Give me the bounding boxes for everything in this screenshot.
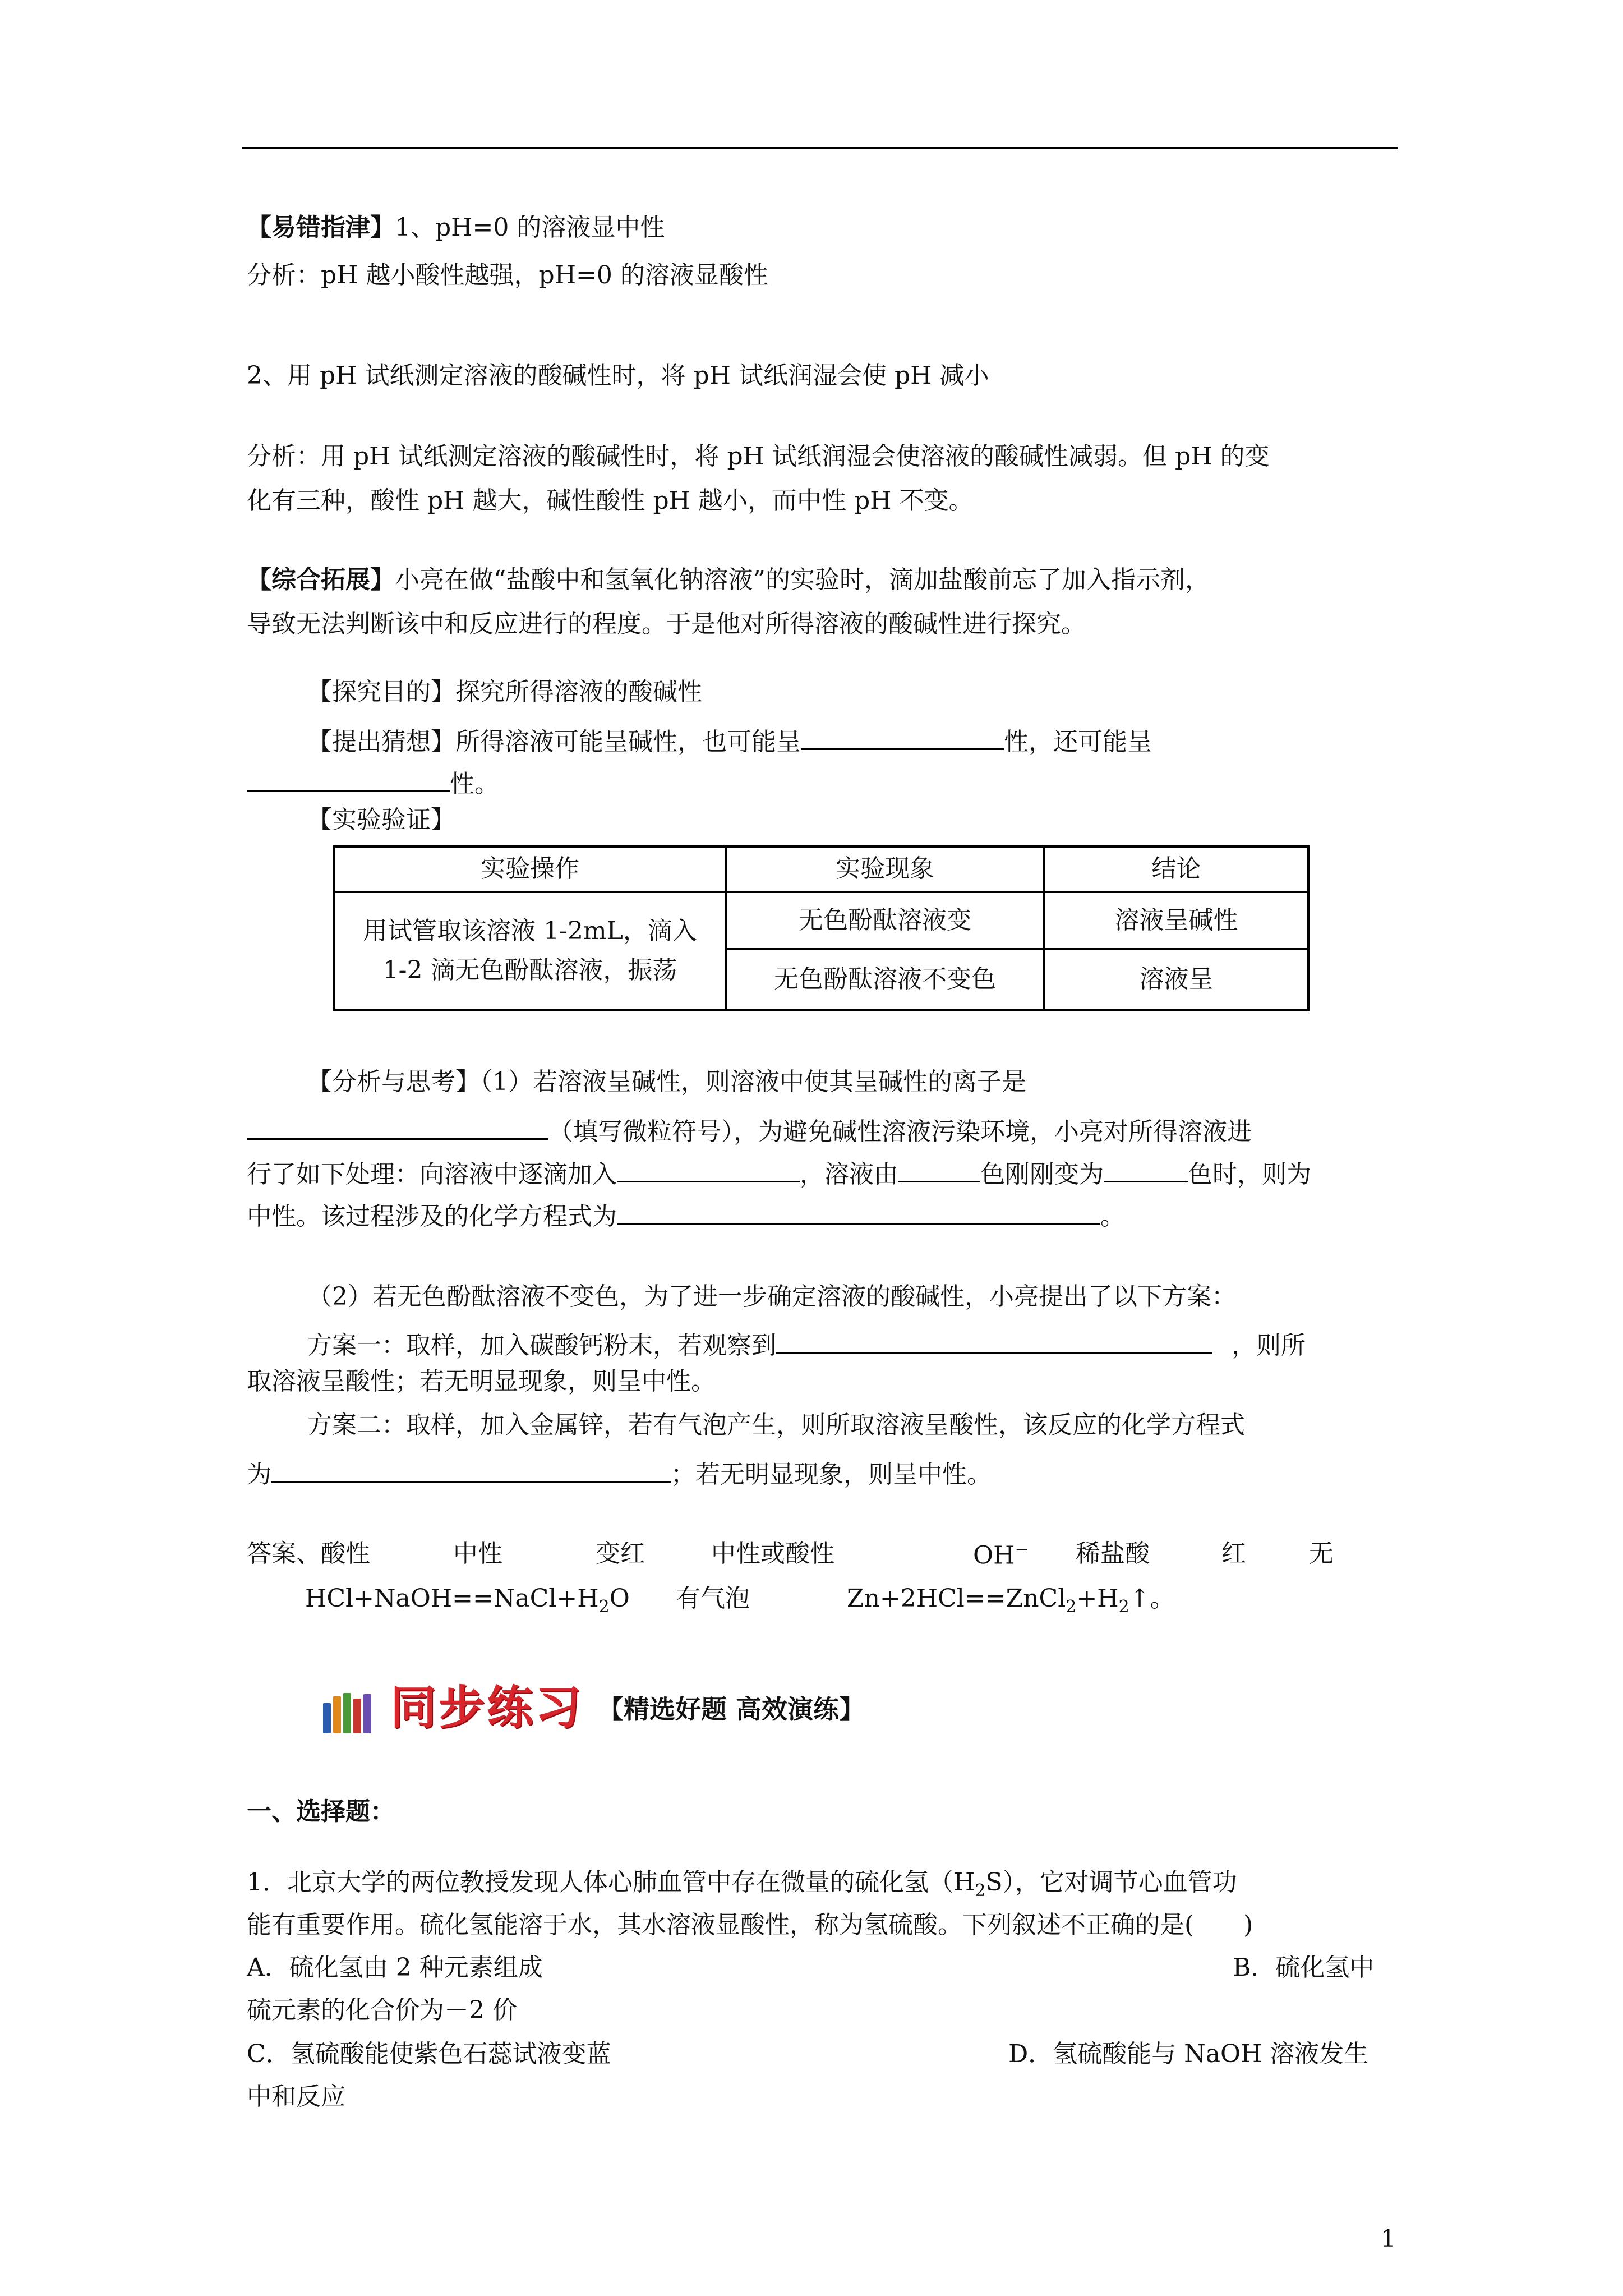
answer-equation-1 xyxy=(305,1586,630,1616)
eq2-sub1: 2 xyxy=(1066,1596,1077,1617)
option-c[interactable]: C．氢硫酸能使紫色石蕊试液变蓝 xyxy=(247,2040,611,2068)
operation-line2: 1-2 滴无色酚酞溶液，振荡 xyxy=(382,956,677,984)
equation-blank-1[interactable] xyxy=(617,1198,1100,1225)
row2-conclusion: 溶液呈 xyxy=(1044,949,1308,1010)
mistake-analysis2-line2: 化有三种，酸性 pH 越大，碱性酸性 pH 越小，而中性 pH 不变。 xyxy=(247,486,974,515)
analysis-line4 xyxy=(247,1198,1125,1229)
operation-line1: 用试管取该溶液 1-2mL，滴入 xyxy=(363,916,697,945)
plan1-blank[interactable] xyxy=(776,1327,1212,1354)
banner-subtitle: 【精选好题 高效演练】 xyxy=(598,1694,865,1724)
analysis-text4a: 中性。该过程涉及的化学方程式为 xyxy=(247,1202,617,1231)
books-icon xyxy=(323,1690,379,1733)
analysis-line1: 【分析与思考】（1）若溶液呈碱性，则溶液中使其呈碱性的离子是 xyxy=(307,1068,1026,1096)
answer-6: 稀盐酸 xyxy=(1076,1539,1150,1568)
mistake-analysis2-line1: 分析：用 pH 试纸测定溶液的酸碱性时，将 pH 试纸润湿会使溶液的酸碱性减弱。但 pH 的变 xyxy=(247,442,1270,471)
answer-5-sup: − xyxy=(1015,1540,1029,1559)
table-row xyxy=(334,892,1308,949)
analysis-text3d: 色时，则为 xyxy=(1188,1160,1311,1189)
q1-line2: 能有重要作用。硫化氢能溶于水，其水溶液显酸性，称为氢硫酸。下列叙述不正确的是( ) xyxy=(247,1911,1253,1939)
eq1-a: HCl+NaOH==NaCl+H xyxy=(305,1584,599,1613)
mistake-analysis1: 分析：pH 越小酸性越强，pH=0 的溶液显酸性 xyxy=(247,261,768,289)
mistake-item1-line xyxy=(247,215,665,240)
answer-10: 有气泡 xyxy=(676,1584,750,1613)
reagent-blank[interactable] xyxy=(617,1156,800,1182)
experiment-table xyxy=(333,845,1310,1011)
table-header-row xyxy=(334,846,1308,892)
extension-purpose: 【探究目的】探究所得溶液的酸碱性 xyxy=(307,678,702,706)
sync-practice-banner xyxy=(323,1682,968,1738)
row1-phenomenon: 无色酚酞溶液变 xyxy=(726,892,1044,949)
plan2-line2 xyxy=(247,1456,992,1487)
header-rule xyxy=(242,147,1398,149)
mistake-item1: 1、pH=0 的溶液显中性 xyxy=(395,213,665,242)
option-d-line2: 中和反应 xyxy=(247,2082,345,2111)
plan1-text-b: ，则所 xyxy=(1232,1331,1306,1360)
mistake-heading: 【易错指津】 xyxy=(247,213,395,242)
analysis-text3c: 色刚刚变为 xyxy=(980,1160,1104,1189)
answer-5 xyxy=(973,1542,1029,1568)
ion-blank[interactable] xyxy=(247,1114,548,1140)
extension-heading: 【综合拓展】 xyxy=(247,565,395,594)
eq1-b: O xyxy=(609,1584,630,1613)
guess-text-c: 性。 xyxy=(450,770,499,798)
guess-text-a: 【提出猜想】所得溶液可能呈碱性，也可能呈 xyxy=(307,728,801,756)
banner-title: 同步练习 xyxy=(390,1681,584,1734)
eq2-sub2: 2 xyxy=(1118,1596,1129,1617)
table-header-operation: 实验操作 xyxy=(334,846,726,892)
q1-text-b: S），它对调节心血管功 xyxy=(985,1868,1237,1897)
plan2-text-a: 为 xyxy=(247,1460,271,1489)
analysis-line3 xyxy=(247,1156,1311,1187)
mistake-item2: 2、用 pH 试纸测定溶液的酸碱性时，将 pH 试纸润湿会使 pH 减小 xyxy=(247,361,989,390)
guess-blank-2[interactable] xyxy=(247,766,450,792)
extension-verify: 【实验验证】 xyxy=(307,806,455,834)
answer-label: 答案、酸性 xyxy=(247,1539,370,1568)
q2-line1: （2）若无色酚酞溶液不变色，为了进一步确定溶液的酸碱性，小亮提出了以下方案： xyxy=(307,1282,1236,1311)
answer-2: 中性 xyxy=(453,1539,502,1568)
plan2-text-b: ；若无明显现象，则呈中性。 xyxy=(671,1460,992,1489)
analysis-text4b: 。 xyxy=(1100,1202,1125,1231)
extension-intro-line1 xyxy=(247,565,1210,594)
section-title: 一、选择题： xyxy=(247,1797,395,1826)
option-b-line2: 硫元素的化合价为－2 价 xyxy=(247,1996,517,2024)
extension-guess-line1 xyxy=(307,724,1152,754)
analysis-line2 xyxy=(247,1114,1252,1144)
page-number: 1 xyxy=(1381,2225,1396,2252)
answer-8: 无 xyxy=(1309,1539,1334,1568)
analysis-text3a: 行了如下处理：向溶液中逐滴加入 xyxy=(247,1160,617,1189)
option-a[interactable]: A．硫化氢由 2 种元素组成 xyxy=(247,1953,543,1982)
table-operation-cell xyxy=(334,892,726,1010)
eq2-c: ↑。 xyxy=(1129,1584,1175,1613)
plan1-text-a: 方案一：取样，加入碳酸钙粉末，若观察到 xyxy=(307,1331,776,1360)
guess-blank-1[interactable] xyxy=(801,724,1004,750)
answer-equation-2 xyxy=(847,1586,1175,1616)
answer-5-base: OH xyxy=(973,1541,1015,1570)
option-d-line1[interactable]: D．氢硫酸能与 NaOH 溶液发生 xyxy=(1008,2040,1369,2068)
analysis-text3b: ，溶液由 xyxy=(800,1160,898,1189)
color-from-blank[interactable] xyxy=(898,1156,980,1182)
guess-text-b: 性，还可能呈 xyxy=(1004,728,1152,756)
row1-conclusion: 溶液呈碱性 xyxy=(1044,892,1308,949)
plan1-line2: 取溶液呈酸性；若无明显现象，则呈中性。 xyxy=(247,1367,716,1396)
row2-phenomenon: 无色酚酞溶液不变色 xyxy=(726,949,1044,1010)
option-b-line1[interactable]: B．硫化氢中 xyxy=(1233,1953,1375,1982)
answer-7: 红 xyxy=(1221,1539,1246,1568)
color-to-blank[interactable] xyxy=(1104,1156,1188,1182)
plan1-line1 xyxy=(307,1327,1306,1358)
q1-sub: 2 xyxy=(975,1880,986,1901)
eq2-a: Zn+2HCl==ZnCl xyxy=(847,1584,1066,1613)
q1-line1 xyxy=(247,1870,1237,1899)
equation-blank-2[interactable] xyxy=(271,1456,671,1483)
extension-guess-line2 xyxy=(247,766,499,797)
table-header-conclusion: 结论 xyxy=(1044,846,1308,892)
answer-4: 中性或酸性 xyxy=(711,1539,834,1568)
eq2-b: +H xyxy=(1076,1584,1119,1613)
extension-intro-line2: 导致无法判断该中和反应进行的程度。于是他对所得溶液的酸碱性进行探究。 xyxy=(247,610,1086,638)
q1-text-a: 1．北京大学的两位教授发现人体心肺血管中存在微量的硫化氢（H xyxy=(247,1868,975,1897)
analysis-text2: （填写微粒符号），为避免碱性溶液污染环境，小亮对所得溶液进 xyxy=(548,1117,1252,1146)
plan2-line1: 方案二：取样，加入金属锌，若有气泡产生，则所取溶液呈酸性，该反应的化学方程式 xyxy=(307,1411,1245,1439)
table-header-phenomenon: 实验现象 xyxy=(726,846,1044,892)
answer-3: 变红 xyxy=(596,1539,645,1568)
extension-intro-text1: 小亮在做“盐酸中和氢氧化钠溶液”的实验时，滴加盐酸前忘了加入指示剂， xyxy=(395,565,1210,594)
eq1-sub: 2 xyxy=(598,1596,610,1617)
